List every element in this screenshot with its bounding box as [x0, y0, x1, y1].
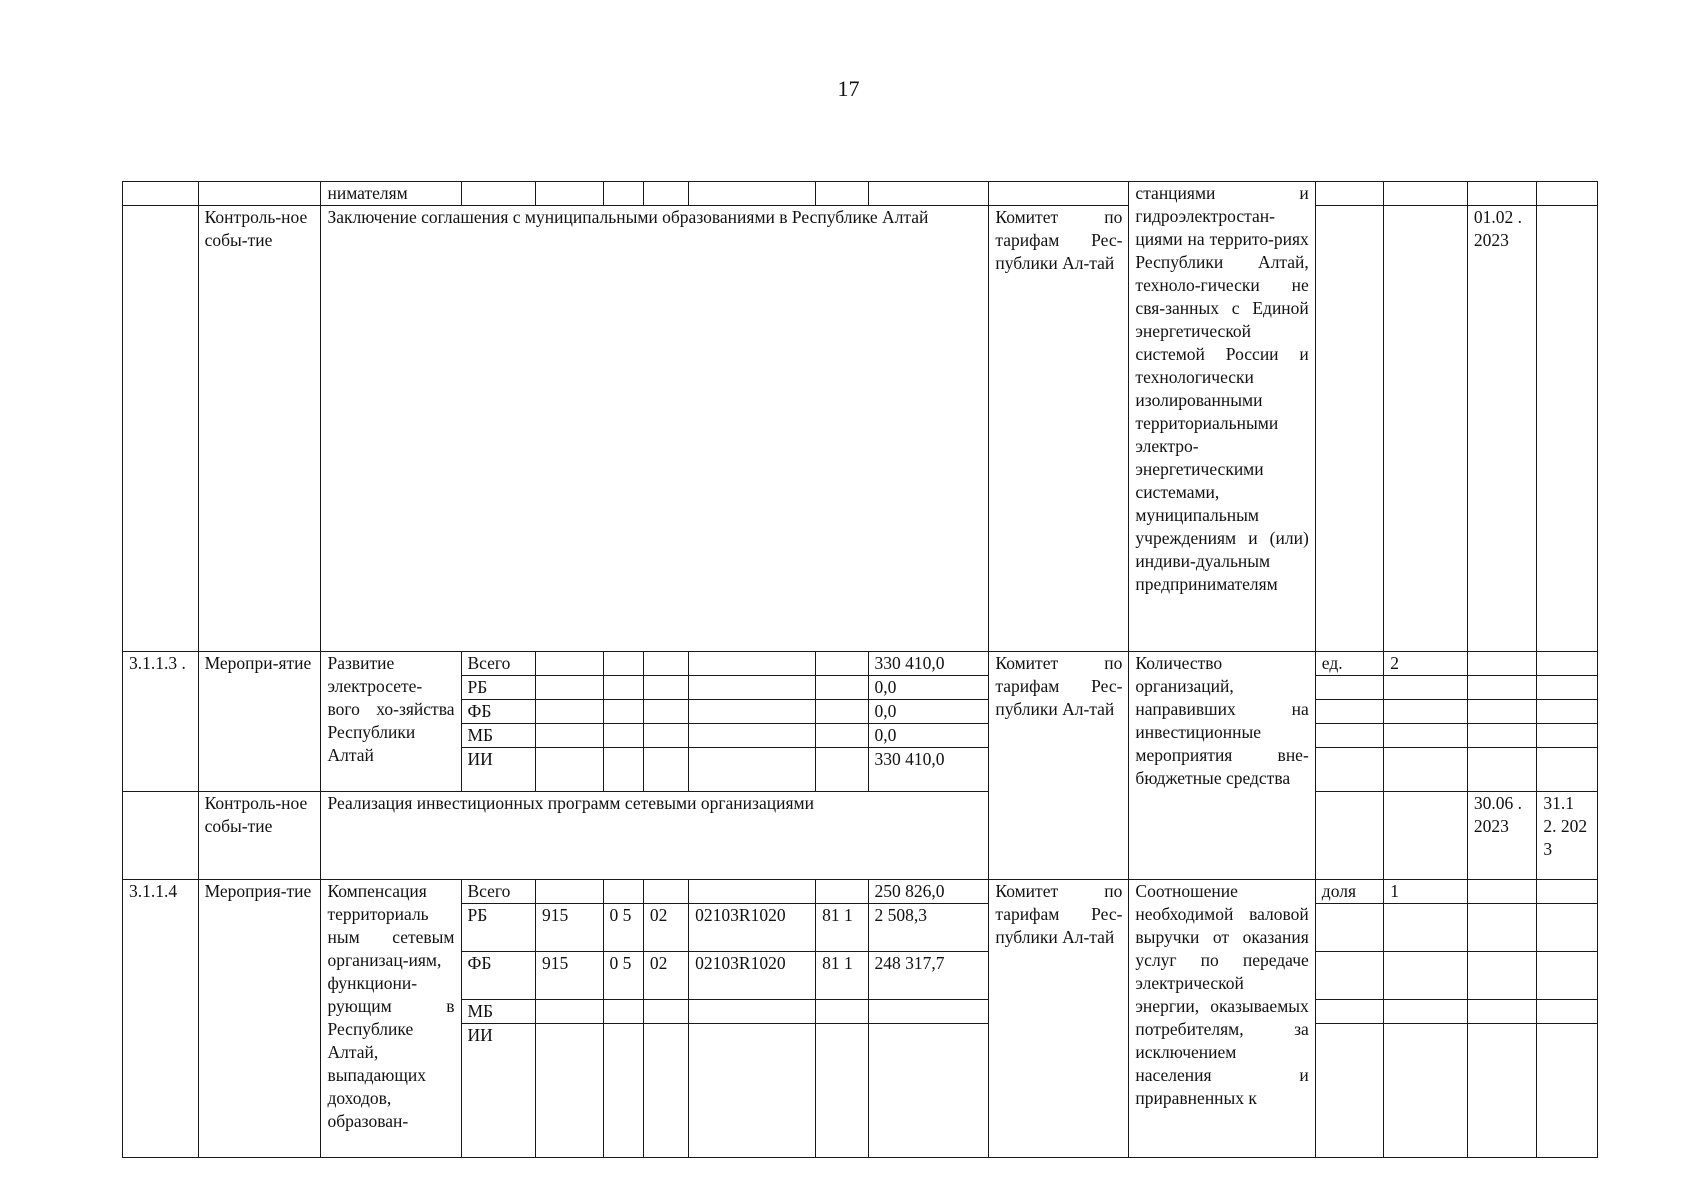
fin-source: РБ	[461, 676, 536, 700]
table-row	[123, 880, 1598, 904]
fin-amount: 330 410,0	[868, 652, 989, 676]
event-date-end: 31.1 2. 202 3	[1537, 792, 1598, 880]
fin-csr	[689, 880, 816, 904]
fin-source: ИИ	[461, 1024, 536, 1158]
fin-rz: 0 5	[603, 904, 643, 952]
event-date: 01.02 . 2023	[1467, 206, 1537, 652]
table-row	[123, 792, 1598, 880]
event-date-start: 30.06 . 2023	[1467, 792, 1537, 880]
unit: ед.	[1315, 652, 1384, 676]
fin-grbs	[536, 880, 604, 904]
indicator-value: 2	[1384, 652, 1468, 676]
table-row	[123, 652, 1598, 676]
table-row	[123, 182, 1598, 206]
fin-source: ФБ	[461, 700, 536, 724]
responsible: Комитет по тарифам Рес-публики Ал-тай	[989, 880, 1129, 1158]
program-table	[122, 181, 1598, 1158]
fin-source: МБ	[461, 1000, 536, 1024]
fin-pr: 02	[643, 952, 688, 1000]
fin-amount: 248 317,7	[868, 952, 989, 1000]
fin-vr: 81 1	[816, 952, 868, 1000]
indicator-text-top: станциями и	[1135, 183, 1309, 203]
fin-source: ФБ	[461, 952, 536, 1000]
event-description: Реализация инвестиционных программ сетевыми организациями	[321, 792, 989, 880]
fin-amount: 0,0	[868, 700, 989, 724]
fin-csr: 02103R1020	[689, 952, 816, 1000]
measure-type: Мероприя-тие	[198, 880, 321, 1158]
event-description: Заключение соглашения с муниципальными образованиями в Республике Алтай	[321, 206, 989, 652]
event-type: Контроль-ное собы-тие	[198, 206, 321, 652]
indicator: Соотношение необходимой валовой выручки от оказания услуг по передаче электрической энергии, оказываемых потребителям, за исключением населения и приравненных к	[1129, 880, 1315, 1158]
fin-vr	[816, 880, 868, 904]
indicator: Количество организаций, направивших на инвестиционные мероприятия вне-бюджетные средства	[1129, 652, 1315, 880]
fin-pr	[643, 880, 688, 904]
name-cell: нимателям	[321, 182, 461, 206]
unit: доля	[1315, 880, 1384, 904]
fin-source: Всего	[461, 880, 536, 904]
fin-pr: 02	[643, 904, 688, 952]
num-cell	[123, 182, 199, 206]
measure-name: Компенсация территориаль ным сетевым организац-иям, функциони-рующим в Республике Алтай, выпадающих доходов, образован-	[321, 880, 461, 1158]
responsible: Комитет по тарифам Рес-публики Ал-тай	[989, 652, 1129, 880]
fin-rz: 0 5	[603, 952, 643, 1000]
fin-grbs: 915	[536, 904, 604, 952]
fin-vr: 81 1	[816, 904, 868, 952]
indicator-cell	[1129, 182, 1315, 652]
responsible: Комитет по тарифам Рес-публики Ал-тай	[989, 206, 1129, 652]
fin-amount: 2 508,3	[868, 904, 989, 952]
event-type: Контроль-ное собы-тие	[198, 792, 321, 880]
measure-name: Развитие электросете-вого хо-зяйства Республики Алтай	[321, 652, 461, 792]
table-row	[123, 206, 1598, 652]
indicator-value: 1	[1384, 880, 1468, 904]
fin-amount: 250 826,0	[868, 880, 989, 904]
fin-amount: 0,0	[868, 676, 989, 700]
type-cell	[198, 182, 321, 206]
indicator-text-cont: гидроэлектростан-циями на террито-риях Республики Алтай, техноло-гически не свя-занных с Единой энергетической системой России и технологически изолированными территориальными электро-энергетическими системами, муниципальным учреждениям и (или) индиви-дуальным предпринимателям	[1135, 206, 1309, 594]
fin-grbs: 915	[536, 952, 604, 1000]
measure-number: 3.1.1.4	[123, 880, 199, 1158]
fin-source: ИИ	[461, 748, 536, 792]
page-number: 17	[837, 76, 860, 101]
fin-amount: 330 410,0	[868, 748, 989, 792]
measure-type: Меропри-ятие	[198, 652, 321, 792]
fin-amount: 0,0	[868, 724, 989, 748]
fin-csr: 02103R1020	[689, 904, 816, 952]
fin-rz	[603, 880, 643, 904]
fin-source: РБ	[461, 904, 536, 952]
measure-number: 3.1.1.3 .	[123, 652, 199, 792]
fin-source: Всего	[461, 652, 536, 676]
fin-source: МБ	[461, 724, 536, 748]
